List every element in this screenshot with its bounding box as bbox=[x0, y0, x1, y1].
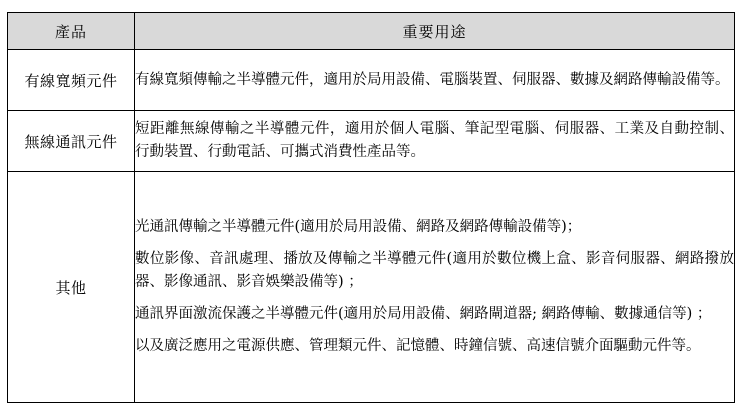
header-product: 產品 bbox=[8, 13, 135, 50]
usage-cell bbox=[135, 50, 735, 111]
table-header-row bbox=[8, 13, 735, 50]
table-row bbox=[8, 172, 735, 403]
usage-paragraph: 有線寬頻傳輸之半導體元件，適用於局用設備、電腦裝置、伺服器、數據及網路傳輸設備等。 bbox=[135, 71, 730, 88]
product-usage-table bbox=[7, 12, 735, 403]
usage-paragraph: 短距離無線傳輸之半導體元件，適用於個人電腦、筆記型電腦、伺服器、工業及自動控制、 行動裝置、行動電話、可攜式消費性產品等。 bbox=[135, 121, 734, 160]
usage-paragraph: 通訊界面激流保護之半導體元件(適用於局用設備、網路閘道器; 網路傳輸、數據通信等) ； bbox=[135, 306, 712, 322]
usage-paragraph: 以及廣泛應用之電源供應、管理類元件、記憶體、時鐘信號、高速信號介面驅動元件等。 bbox=[135, 338, 701, 354]
table-row bbox=[8, 50, 735, 111]
table-row bbox=[8, 111, 735, 172]
product-name-cell: 其他 bbox=[8, 172, 135, 403]
usage-paragraph: 數位影像、音訊處理、播放及傳輸之半導體元件(適用於數位機上盒、影音伺服器、網路撥放器、影像通訊、影音娛樂設備等) ； bbox=[135, 251, 734, 290]
product-name-cell: 無線通訊元件 bbox=[8, 111, 135, 172]
usage-paragraph: 光通訊傳輸之半導體元件(適用於局用設備、網路及網路傳輸設備等)； bbox=[135, 219, 582, 235]
product-name-cell: 有線寬頻元件 bbox=[8, 50, 135, 111]
usage-cell bbox=[135, 172, 735, 403]
usage-cell bbox=[135, 111, 735, 172]
header-usage: 重要用途 bbox=[135, 13, 735, 50]
